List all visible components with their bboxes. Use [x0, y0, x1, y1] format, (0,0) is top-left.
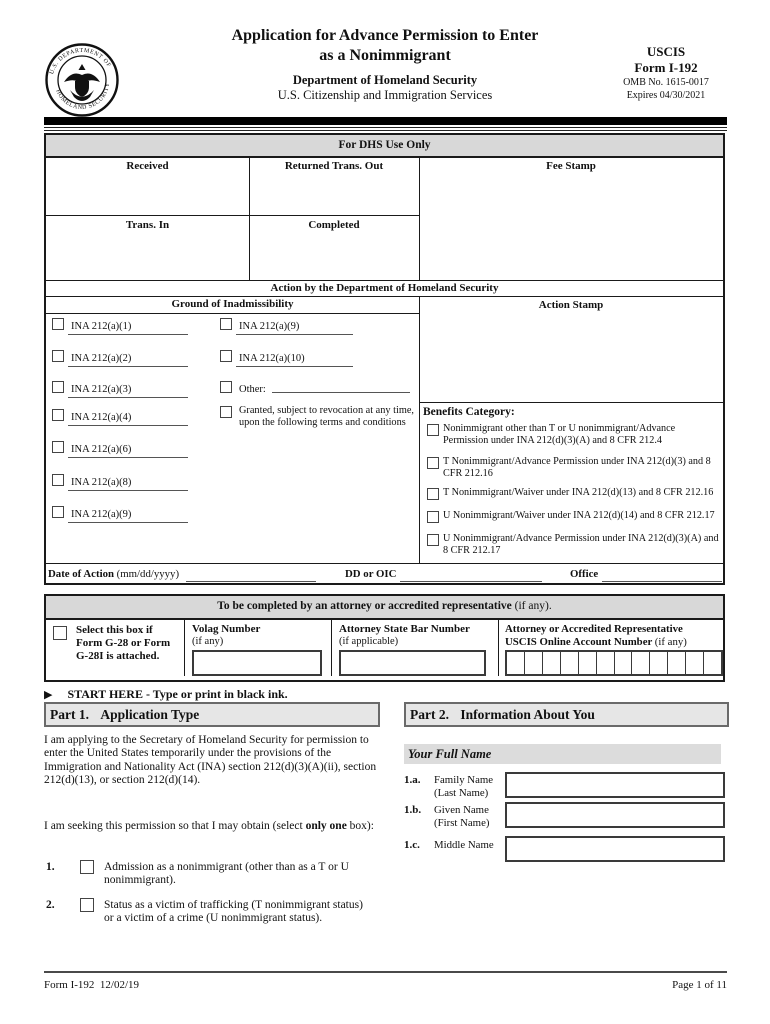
date-of-action-format: (mm/dd/yyyy) — [113, 568, 180, 580]
benefit-label: T Nonimmigrant/Waiver under INA 212(d)(13) and 8 CFR 212.16 — [443, 487, 714, 498]
office-label: Office — [570, 568, 599, 580]
account-digit-cell[interactable] — [649, 652, 667, 674]
ground-item-label: INA 212(a)(4) — [71, 412, 132, 423]
checkbox-benefit-4[interactable] — [427, 511, 439, 523]
divider — [46, 296, 723, 297]
completed-label: Completed — [308, 219, 360, 231]
account-digit-cell[interactable] — [524, 652, 542, 674]
date-of-action-label — [48, 568, 179, 580]
ground-item — [52, 409, 131, 423]
field-1b-number: 1.b. — [404, 804, 422, 816]
checkbox-ina-212a1[interactable] — [52, 318, 64, 330]
received-label: Received — [126, 160, 169, 172]
expiration-date: Expires 04/30/2021 — [626, 90, 706, 101]
write-in-line[interactable] — [68, 490, 188, 491]
checkbox-g28-attached[interactable] — [53, 626, 67, 640]
start-here-text: START HERE - Type or print in black ink. — [67, 687, 288, 701]
dhs-seal-icon — [44, 42, 120, 118]
checkbox-ina-212a3[interactable] — [52, 381, 64, 393]
checkbox-ina-212a10[interactable] — [220, 350, 232, 362]
ground-item — [52, 350, 131, 364]
checkbox-benefit-1[interactable] — [427, 424, 439, 436]
given-name-input[interactable] — [505, 802, 725, 828]
ground-item — [220, 350, 305, 364]
write-in-line[interactable] — [68, 457, 188, 458]
ground-item — [52, 474, 131, 488]
agency-subname: U.S. Citizenship and Immigration Services — [277, 88, 493, 102]
attorney-header-bold: To be completed by an attorney or accredited representative — [217, 600, 515, 612]
ground-item — [52, 381, 131, 395]
divider — [419, 156, 420, 280]
divider — [46, 215, 419, 216]
checkbox-ina-212a6[interactable] — [52, 441, 64, 453]
write-in-line[interactable] — [68, 334, 188, 335]
field-1b-label1: Given Name — [434, 804, 489, 816]
divider — [46, 563, 723, 564]
ground-item-label: INA 212(a)(3) — [71, 384, 132, 395]
other-label: Other: — [239, 384, 266, 395]
action-by-dhs-label: Action by the Department of Homeland Security — [270, 282, 499, 294]
field-1c-label1: Middle Name — [434, 839, 494, 851]
field-1c-label — [434, 839, 504, 852]
field-1a-label1: Family Name — [434, 774, 494, 786]
write-in-line[interactable] — [272, 392, 410, 393]
ground-of-inadmissibility-title: Ground of Inadmissibility — [171, 298, 294, 310]
benefit-label: T Nonimmigrant/Advance Permission under INA 212(d)(3) and 8 CFR 212.16 — [443, 456, 711, 479]
checkbox-benefit-5[interactable] — [427, 534, 439, 546]
form-title-line2: as a Nonimmigrant — [319, 47, 451, 64]
trans-in-label: Trans. In — [125, 219, 170, 231]
checkbox-admission-nonimmigrant[interactable] — [80, 860, 94, 874]
start-here-line — [44, 687, 288, 702]
ground-item-label: INA 212(a)(2) — [71, 353, 132, 364]
ground-item-label: INA 212(a)(9) — [239, 321, 300, 332]
uscis-account-normal: (if any) — [654, 636, 687, 648]
volag-number-input[interactable] — [192, 650, 322, 676]
field-1a-number: 1.a. — [404, 774, 421, 786]
write-in-line[interactable] — [68, 397, 188, 398]
svg-text:U.S. DEPARTMENT OF: U.S. DEPARTMENT OF — [49, 47, 112, 76]
attorney-section-header — [46, 596, 723, 620]
dd-or-oic-line[interactable] — [400, 581, 542, 582]
benefit-item — [443, 487, 721, 499]
benefit-label: U Nonimmigrant/Advance Permission under INA 212(d)(3)(A) and 8 CFR 212.17 — [443, 533, 719, 556]
part1-paragraph2 — [44, 820, 388, 833]
account-digit-cell[interactable] — [578, 652, 596, 674]
family-name-input[interactable] — [505, 772, 725, 798]
divider — [184, 620, 185, 676]
divider — [419, 402, 723, 403]
checkbox-ina-212a4[interactable] — [52, 409, 64, 421]
part1-header — [44, 702, 380, 727]
part2-header — [404, 702, 729, 727]
divider — [331, 620, 332, 676]
ground-item-label: INA 212(a)(8) — [71, 477, 132, 488]
form-meta-block — [596, 44, 736, 102]
your-full-name-heading: Your Full Name — [404, 744, 721, 764]
divider — [498, 620, 499, 676]
ground-item — [52, 318, 131, 332]
omb-number: OMB No. 1615-0017 — [623, 77, 709, 88]
form-title-block — [150, 26, 620, 103]
divider — [46, 280, 723, 281]
svg-text:HOMELAND SECURITY: HOMELAND SECURITY — [54, 82, 112, 112]
uscis-account-number-input[interactable] — [505, 650, 723, 676]
field-1b-label2: (First Name) — [434, 816, 490, 829]
form-title-line1: Application for Advance Permission to Enter — [231, 27, 539, 44]
part1-label: Part 1. — [50, 707, 89, 722]
checkbox-other[interactable] — [220, 381, 232, 393]
volag-number-sublabel: (if any) — [192, 636, 224, 647]
ground-item — [220, 318, 299, 332]
attorney-bar-number-input[interactable] — [339, 650, 486, 676]
benefit-label: U Nonimmigrant/Waiver under INA 212(d)(14) and 8 CFR 212.17 — [443, 510, 715, 521]
part1-para2-pre: I am seeking this permission so that I may obtain (select — [44, 820, 306, 832]
account-digit-cell[interactable] — [560, 652, 578, 674]
returned-trans-out-label: Returned Trans. Out — [284, 160, 384, 172]
part1-item1-number: 1. — [46, 861, 55, 873]
header-rule-thick — [44, 117, 727, 125]
part1-paragraph1: I am applying to the Secretary of Homeland Security for permission to enter the United States temporarily under the provisions of the Immigration and Nationality Act (INA) section 212(d)(3)(A)(ii), section 212(d)(13), or section 212(d)(14). — [44, 734, 377, 787]
ground-item-label: INA 212(a)(1) — [71, 321, 132, 332]
dhs-seal — [44, 42, 120, 118]
field-1c-number: 1.c. — [404, 839, 420, 851]
part2-label: Part 2. — [410, 707, 449, 722]
ground-item-other — [220, 381, 266, 395]
dhs-use-only-table — [44, 133, 725, 585]
ground-item-granted — [220, 405, 416, 429]
action-stamp-label: Action Stamp — [538, 299, 604, 311]
attorney-bar-number-sublabel: (if applicable) — [339, 636, 399, 647]
footer-page-number: Page 1 of 11 — [672, 979, 727, 991]
checkbox-ina-212a2[interactable] — [52, 350, 64, 362]
checkbox-benefit-2[interactable] — [427, 457, 439, 469]
start-here-arrow-icon: ▶ — [44, 689, 53, 701]
account-digit-cell[interactable] — [542, 652, 560, 674]
divider — [419, 296, 420, 563]
dhs-use-only-header: For DHS Use Only — [46, 135, 723, 158]
date-of-action-bold: Date of Action — [48, 568, 114, 580]
header-rule-thin — [44, 127, 727, 131]
uscis-account-bold: USCIS Online Account Number — [505, 636, 655, 648]
attorney-section — [44, 594, 725, 682]
ground-item-label: INA 212(a)(9) — [71, 509, 132, 520]
write-in-line[interactable] — [68, 366, 188, 367]
volag-number-label: Volag Number — [192, 623, 261, 635]
checkbox-ina-212a9[interactable] — [220, 318, 232, 330]
granted-label: Granted, subject to revocation at any time, upon the following terms and conditions — [239, 405, 414, 428]
divider — [249, 156, 250, 280]
uscis-label: USCIS — [646, 44, 686, 59]
footer-rule — [44, 971, 727, 973]
write-in-line[interactable] — [236, 366, 353, 367]
ground-item-label: INA 212(a)(6) — [71, 444, 132, 455]
agency-name: Department of Homeland Security — [292, 73, 478, 87]
divider — [46, 313, 419, 314]
middle-name-input[interactable] — [505, 836, 725, 862]
write-in-line[interactable] — [68, 522, 188, 523]
part1-heading: Application Type — [100, 707, 200, 722]
footer-form-edition: Form I-192 12/02/19 — [44, 979, 140, 991]
account-digit-cell[interactable] — [596, 652, 614, 674]
account-digit-cell[interactable] — [614, 652, 632, 674]
part1-item2-label: Status as a victim of trafficking (T nonimmigrant status) or a victim of a crime (U nonimmigrant status). — [104, 899, 363, 925]
ground-item — [52, 506, 131, 520]
g28-attached-label: Select this box if Form G-28 or Form G-28I is attached. — [76, 624, 171, 663]
write-in-line[interactable] — [68, 425, 188, 426]
part1-item2-number: 2. — [46, 899, 55, 911]
part2-heading: Information About You — [460, 707, 595, 722]
attorney-header-normal: (if any). — [514, 600, 552, 612]
field-1a-label2: (Last Name) — [434, 786, 489, 799]
field-1b-label — [434, 804, 504, 829]
ground-item — [52, 441, 131, 455]
checkbox-victim-status[interactable] — [80, 898, 94, 912]
ground-item-label: INA 212(a)(10) — [239, 353, 305, 364]
attorney-bar-number-label: Attorney State Bar Number — [339, 623, 470, 635]
checkbox-ina-212a9-left[interactable] — [52, 506, 64, 518]
office-line[interactable] — [602, 581, 722, 582]
field-1a-label — [434, 774, 504, 799]
part1-para2-post: box): — [346, 820, 374, 832]
benefit-item — [443, 456, 721, 479]
benefits-category-title: Benefits Category: — [423, 406, 515, 418]
form-number: Form I-192 — [634, 60, 698, 75]
checkbox-benefit-3[interactable] — [427, 488, 439, 500]
date-of-action-line[interactable] — [186, 581, 316, 582]
dd-or-oic-label: DD or OIC — [345, 568, 397, 580]
account-digit-cell[interactable] — [631, 652, 649, 674]
uscis-account-label-line1: Attorney or Accredited Representative — [505, 623, 683, 635]
account-digit-cell[interactable] — [507, 652, 524, 674]
benefit-item — [443, 533, 721, 556]
fee-stamp-label: Fee Stamp — [546, 160, 596, 172]
account-digit-cell[interactable] — [703, 652, 721, 674]
part1-para2-bold: only one — [305, 820, 347, 832]
write-in-line[interactable] — [236, 334, 353, 335]
benefit-item — [443, 510, 721, 522]
benefit-item — [443, 423, 721, 446]
checkbox-ina-212a8[interactable] — [52, 474, 64, 486]
account-digit-cell[interactable] — [667, 652, 685, 674]
checkbox-granted[interactable] — [220, 406, 232, 418]
account-digit-cell[interactable] — [685, 652, 703, 674]
uscis-account-label-line2 — [505, 636, 687, 648]
part1-item1-label: Admission as a nonimmigrant (other than as a T or U nonimmigrant). — [104, 861, 349, 887]
benefit-label: Nonimmigrant other than T or U nonimmigrant/Advance Permission under INA 212(d)(3)(A) and 8 CFR 212.4 — [443, 423, 676, 446]
